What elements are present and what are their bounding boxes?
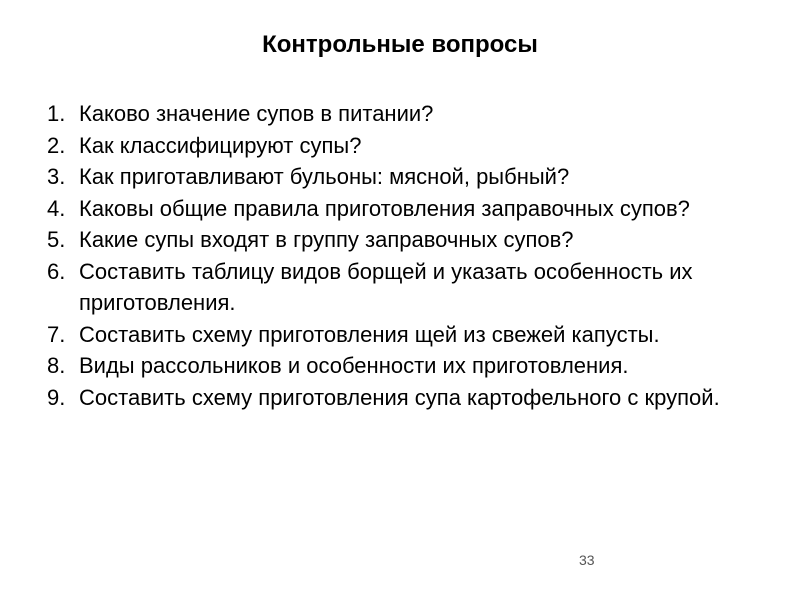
slide-title: Контрольные вопросы	[262, 31, 538, 58]
item-number: 5.	[47, 227, 66, 252]
item-number: 4.	[47, 195, 66, 221]
item-text: Составить схему приготовления супа картофельного с крупой.	[79, 384, 720, 410]
item-text: Каково значение супов в питании?	[79, 101, 434, 126]
list-item	[47, 161, 777, 193]
list-item	[47, 256, 777, 319]
item-text: Как классифицируют супы?	[79, 132, 362, 158]
item-number: 6.	[47, 258, 66, 284]
item-number: 7.	[47, 321, 66, 347]
list-item	[47, 224, 777, 256]
item-text: Составить таблицу видов борщей и указать особенность их приготовления.	[79, 258, 693, 315]
item-number: 3.	[47, 164, 66, 189]
item-number: 1.	[47, 101, 66, 126]
item-text: Как приготавливают бульоны: мясной, рыбный?	[79, 164, 570, 189]
item-text: Каковы общие правила приготовления заправочных супов?	[79, 195, 690, 221]
list-item	[47, 382, 777, 414]
page-number: 33	[579, 552, 595, 568]
list-item	[47, 130, 777, 162]
item-number: 8.	[47, 353, 66, 378]
list-item	[47, 193, 777, 225]
list-item	[47, 350, 777, 382]
item-number: 9.	[47, 384, 66, 410]
item-number: 2.	[47, 132, 66, 158]
questions-list	[47, 98, 777, 413]
item-text: Виды рассольников и особенности их приготовления.	[79, 353, 629, 378]
list-item	[47, 98, 777, 130]
list-item	[47, 319, 777, 351]
item-text: Какие супы входят в группу заправочных супов?	[79, 227, 574, 252]
item-text: Составить схему приготовления щей из свежей капусты.	[79, 321, 660, 347]
